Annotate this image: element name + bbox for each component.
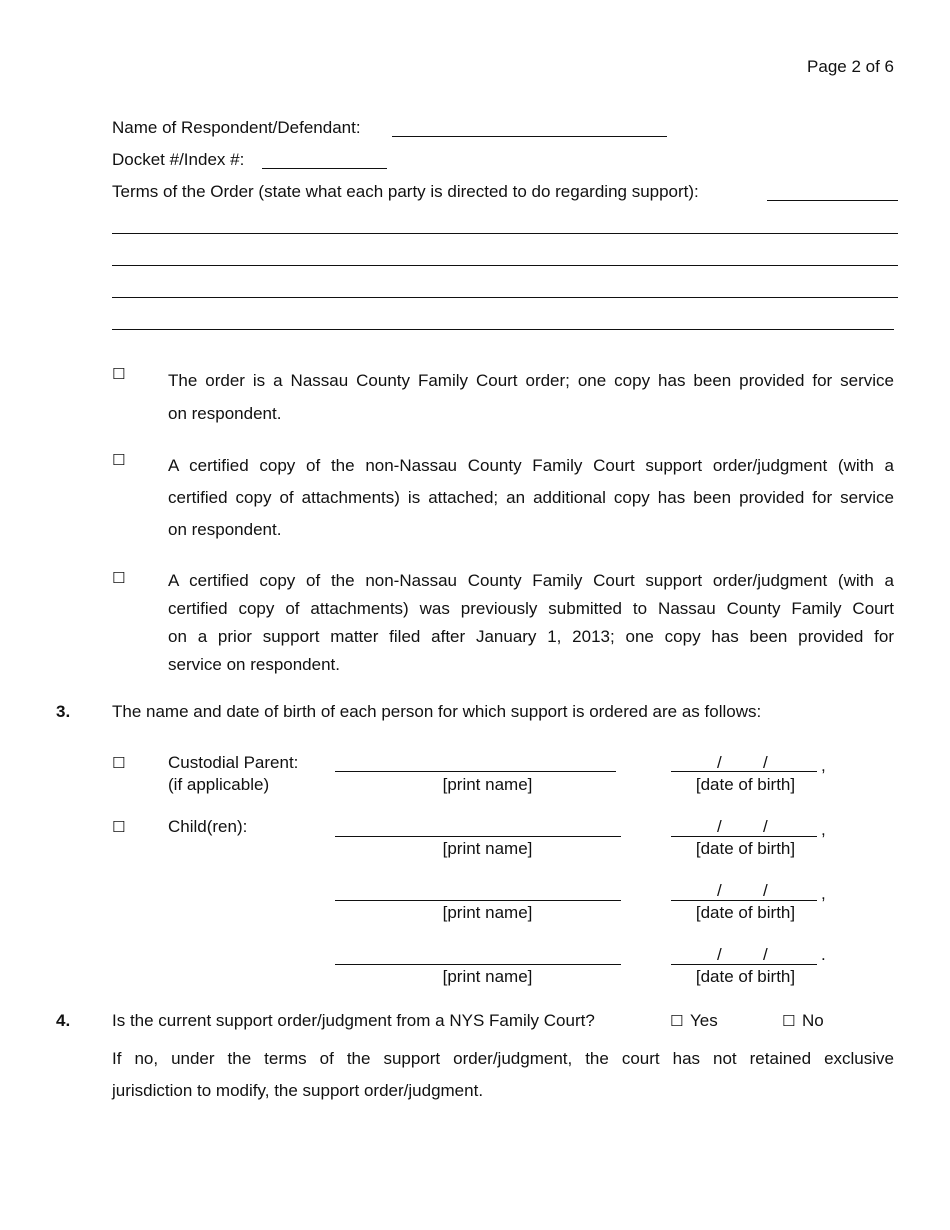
custodial-parent-label: Custodial Parent: [168, 753, 299, 772]
custodial-dob-field[interactable] [671, 771, 817, 772]
terms-field-line-5[interactable] [112, 329, 894, 330]
yes-checkbox[interactable]: ☐ [670, 1012, 684, 1030]
respondent-label: Name of Respondent/Defendant: [112, 118, 361, 137]
option-1-text: The order is a Nassau County Family Court order; one copy has been provided for service on respondent. [168, 371, 894, 423]
print-name-caption: [print name] [442, 903, 533, 922]
page-number: Page 2 of 6 [807, 57, 894, 76]
no-checkbox[interactable]: ☐ [782, 1012, 796, 1030]
custodial-parent-checkbox[interactable]: ☐ [112, 754, 126, 772]
child-2-dob-field[interactable] [671, 900, 817, 901]
section-3-text: The name and date of birth of each person for which support is ordered are as follows: [112, 702, 762, 721]
section-4-number: 4. [56, 1011, 71, 1030]
print-name-caption: [print name] [442, 839, 533, 858]
custodial-parent-sublabel: (if applicable) [168, 775, 270, 794]
docket-label: Docket #/Index #: [112, 150, 245, 169]
dob-caption: [date of birth] [695, 903, 796, 922]
terms-label: Terms of the Order (state what each party is directed to do regarding support): [112, 182, 699, 201]
option-2-text: A certified copy of the non-Nassau County Family Court support order/judgment (with a certified copy of attachments) is attached; an additional copy has been provided for service on respondent. [168, 456, 894, 539]
children-checkbox[interactable]: ☐ [112, 818, 126, 836]
terms-field-line-2[interactable] [112, 233, 898, 234]
dob-caption: [date of birth] [695, 775, 796, 794]
custodial-name-field[interactable] [335, 771, 616, 772]
child-3-dob-field[interactable] [671, 964, 817, 965]
no-label: No [802, 1011, 824, 1030]
child-1-name-field[interactable] [335, 836, 621, 837]
yes-label: Yes [690, 1011, 718, 1030]
section-4-note: If no, under the terms of the support order/judgment, the court has not retained exclusive jurisdiction to modify, the support order/judgment. [112, 1049, 894, 1100]
children-label: Child(ren): [168, 817, 248, 836]
child-1-dob-field[interactable] [671, 836, 817, 837]
print-name-caption: [print name] [442, 775, 533, 794]
option-3-checkbox[interactable]: ☐ [112, 569, 126, 587]
section-3-number: 3. [56, 702, 71, 721]
option-2-checkbox[interactable]: ☐ [112, 451, 126, 469]
option-1-checkbox[interactable]: ☐ [112, 365, 126, 383]
child-3-name-field[interactable] [335, 964, 621, 965]
child-2-name-field[interactable] [335, 900, 621, 901]
option-3-text: A certified copy of the non-Nassau County Family Court support order/judgment (with a certified copy of attachments) was previously submitted to Nassau County Family Court on a prior support matter filed after January 1, 2013; one copy has been provided for service on respondent. [168, 571, 894, 674]
terms-field-line-3[interactable] [112, 265, 898, 266]
dob-caption: [date of birth] [695, 967, 796, 986]
terms-field-line-4[interactable] [112, 297, 898, 298]
dob-caption: [date of birth] [695, 839, 796, 858]
respondent-name-field[interactable] [392, 136, 667, 137]
section-4-question: Is the current support order/judgment from a NYS Family Court? [112, 1011, 595, 1030]
terms-field-line-1[interactable] [767, 200, 898, 201]
print-name-caption: [print name] [442, 967, 533, 986]
docket-number-field[interactable] [262, 168, 387, 169]
